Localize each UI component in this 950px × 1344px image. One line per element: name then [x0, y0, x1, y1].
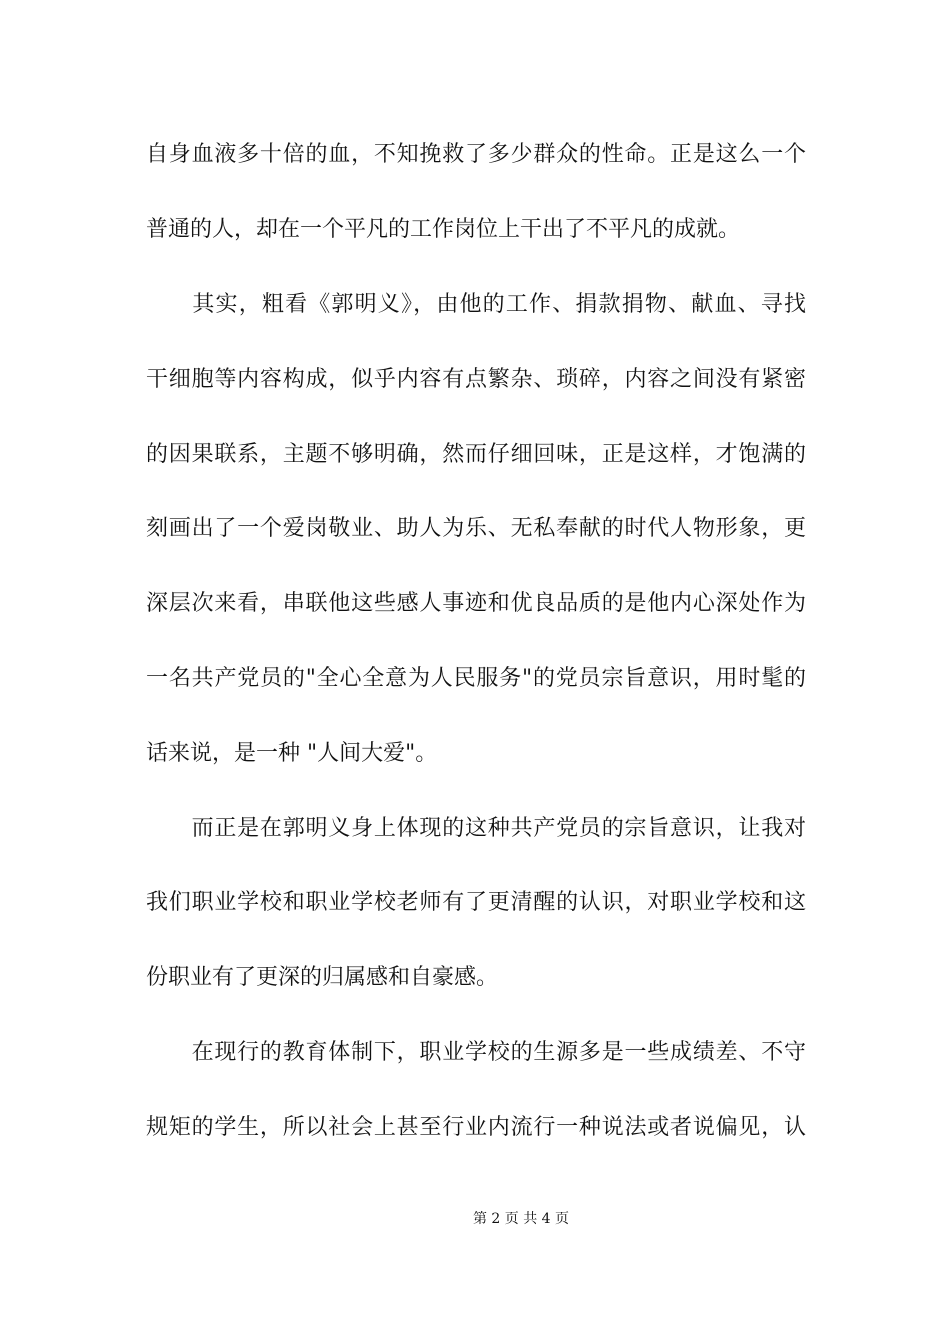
text-line: 份职业有了更深的归属感和自豪感。: [146, 965, 499, 990]
text-line: 话来说，是一种 "人间大爱"。: [146, 741, 438, 766]
text-line: 在现行的教育体制下，职业学校的生源多是一些成绩差、不守: [146, 1040, 806, 1065]
text-line: 一名共产党员的"全心全意为人民服务"的党员宗旨意识，用时髦的: [146, 666, 806, 691]
text-line: 普通的人，却在一个平凡的工作岗位上干出了不平凡的成就。: [146, 217, 741, 242]
text-line: 的因果联系，主题不够明确，然而仔细回味，正是这样，才饱满的: [146, 442, 806, 467]
text-line: 干细胞等内容构成，似乎内容有点繁杂、琐碎，内容之间没有紧密: [146, 367, 806, 392]
text-line: 规矩的学生，所以社会上甚至行业内流行一种说法或者说偏见，认: [146, 1115, 806, 1140]
text-line: 刻画出了一个爱岗敬业、助人为乐、无私奉献的时代人物形象，更: [146, 516, 806, 541]
text-line: 深层次来看，串联他这些感人事迹和优良品质的是他内心深处作为: [146, 591, 806, 616]
text-line: 我们职业学校和职业学校老师有了更清醒的认识，对职业学校和这: [146, 890, 806, 915]
text-line: 其实，粗看《郭明义》，由他的工作、捐款捐物、献血、寻找: [146, 292, 806, 317]
text-line: 而正是在郭明义身上体现的这种共产党员的宗旨意识，让我对: [146, 816, 806, 841]
page-footer: 第 2 页 共 4 页: [472, 1211, 570, 1227]
text-line: 自身血液多十倍的血，不知挽救了多少群众的性命。正是这么一个: [146, 142, 806, 167]
